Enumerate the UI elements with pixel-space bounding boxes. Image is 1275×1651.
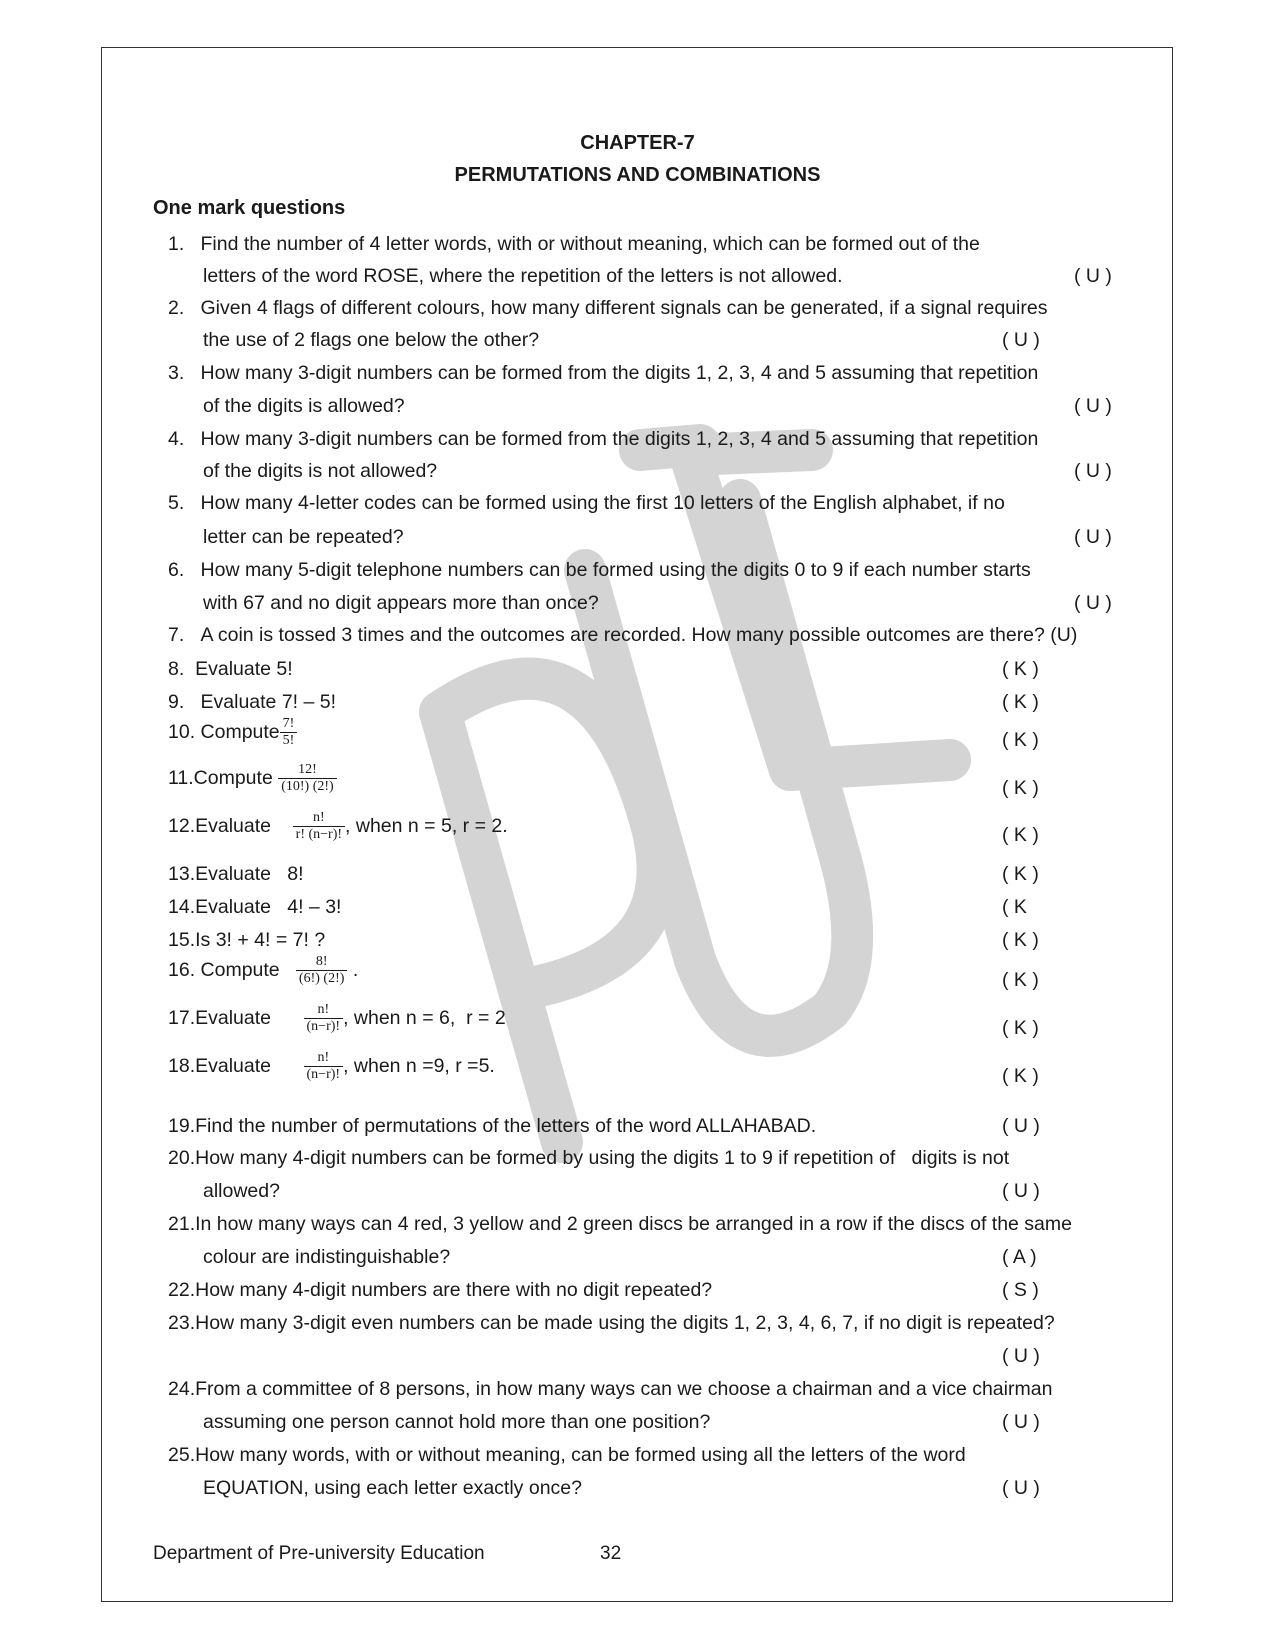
question-16-text: 16. Compute [168,959,280,981]
question-1-line-2: letters of the word ROSE, where the repetition of the letters is not allowed. [203,265,843,287]
question-15-tag: ( K ) [1002,929,1039,951]
question-9-line-1: 9. Evaluate 7! – 5! [168,691,337,713]
question-19-line-1: 19.Find the number of permutations of the letters of the word ALLAHABAD. [168,1115,817,1137]
question-10-denominator: 5! [282,733,295,749]
question-4-line-2: of the digits is not allowed? [203,460,438,482]
question-11-numerator: 12! [278,762,336,779]
question-16-fraction [296,954,347,987]
section-heading: One mark questions [153,197,346,219]
question-1-tag: ( U ) [1074,265,1112,287]
question-8-line-1: 8. Evaluate 5! [168,658,293,680]
question-4-line-1: 4. How many 3-digit numbers can be formed from the digits 1, 2, 3, 4 and 5 assuming that repetition [168,428,1039,450]
chapter-number: CHAPTER-7 [580,132,695,154]
question-18-denominator: (n−r)! [306,1067,341,1083]
question-16-denominator: (6!) (2!) [298,971,345,987]
question-18-tag: ( K ) [1002,1065,1039,1087]
question-18-line-1 [168,1046,495,1086]
question-10-line-1 [168,712,297,752]
question-23-line-1: 23.How many 3-digit even numbers can be made using the digits 1, 2, 3, 4, 6, 7, if no digit is repeated? [168,1312,1055,1334]
question-25-tag: ( U ) [1002,1477,1040,1499]
question-17-condition: , when n = 6, r = 2 [343,1007,506,1029]
question-12-line-1 [168,806,508,846]
question-17-text: 17.Evaluate [168,1007,271,1029]
question-25-line-2: EQUATION, using each letter exactly once? [203,1477,582,1499]
question-3-line-1: 3. How many 3-digit numbers can be formed from the digits 1, 2, 3, 4 and 5 assuming that repetition [168,362,1039,384]
question-10-text: 10. Compute [168,721,280,743]
question-7-line-1: 7. A coin is tossed 3 times and the outcomes are recorded. How many possible outcomes are there? (U) [168,624,1078,646]
question-23-tag: ( U ) [1002,1345,1040,1367]
question-11-fraction [278,762,336,795]
question-25-line-1: 25.How many words, with or without meaning, can be formed using all the letters of the word [168,1444,966,1466]
question-10-numerator: 7! [280,716,298,733]
question-11-text: 11.Compute [168,767,273,789]
question-21-line-1: 21.In how many ways can 4 red, 3 yellow and 2 green discs be arranged in a row if the discs of the same [168,1213,1072,1235]
question-10-tag: ( K ) [1002,729,1039,751]
question-6-tag: ( U ) [1074,592,1112,614]
question-5-tag: ( U ) [1074,526,1112,548]
question-16-line-1 [168,950,358,990]
question-5-line-2: letter can be repeated? [203,526,404,548]
question-16-numerator: 8! [296,954,347,971]
question-22-tag: ( S ) [1002,1279,1039,1301]
question-20-line-2: allowed? [203,1180,280,1202]
question-16-tag: ( K ) [1002,969,1039,991]
question-13-line-1: 13.Evaluate 8! [168,863,304,885]
question-17-tag: ( K ) [1002,1017,1039,1039]
question-21-tag: ( A ) [1002,1246,1037,1268]
question-4-tag: ( U ) [1074,460,1112,482]
question-24-tag: ( U ) [1002,1411,1040,1433]
footer-department: Department of Pre-university Education [153,1543,485,1564]
question-20-tag: ( U ) [1002,1180,1040,1202]
question-12-text: 12.Evaluate [168,815,271,837]
question-17-denominator: (n−r)! [306,1019,341,1035]
question-11-line-1 [168,758,337,798]
question-18-numerator: n! [304,1050,344,1067]
question-3-line-2: of the digits is allowed? [203,395,405,417]
question-14-tag: ( K [1002,896,1027,918]
question-2-line-2: the use of 2 flags one below the other? [203,329,540,351]
page-number: 32 [600,1543,622,1564]
question-10-fraction [280,716,298,749]
question-24-line-2: assuming one person cannot hold more than one position? [203,1411,711,1433]
question-17-numerator: n! [304,1002,344,1019]
question-2-tag: ( U ) [1002,329,1040,351]
question-3-tag: ( U ) [1074,395,1112,417]
question-18-condition: , when n =9, r =5. [343,1055,495,1077]
question-12-numerator: n! [293,810,345,827]
question-20-line-1: 20.How many 4-digit numbers can be formed by using the digits 1 to 9 if repetition of digits is not [168,1147,1010,1169]
question-17-fraction [304,1002,344,1035]
question-14-line-1: 14.Evaluate 4! – 3! [168,896,342,918]
question-12-fraction [293,810,345,843]
question-1-line-1: 1. Find the number of 4 letter words, with or without meaning, which can be formed out of the [168,233,980,255]
question-11-tag: ( K ) [1002,777,1039,799]
question-15-line-1: 15.Is 3! + 4! = 7! ? [168,929,326,951]
question-13-tag: ( K ) [1002,863,1039,885]
question-12-tag: ( K ) [1002,824,1039,846]
question-12-denominator: r! (n−r)! [295,827,343,843]
question-21-line-2: colour are indistinguishable? [203,1246,451,1268]
question-16-period: . [347,959,359,981]
question-22-line-1: 22.How many 4-digit numbers are there with no digit repeated? [168,1279,713,1301]
question-17-line-1 [168,998,506,1038]
question-12-condition: , when n = 5, r = 2. [345,815,508,837]
question-8-tag: ( K ) [1002,658,1039,680]
question-18-fraction [304,1050,344,1083]
question-11-denominator: (10!) (2!) [281,779,334,795]
question-6-line-2: with 67 and no digit appears more than once? [203,592,599,614]
question-24-line-1: 24.From a committee of 8 persons, in how many ways can we choose a chairman and a vice chairman [168,1378,1053,1400]
question-18-text: 18.Evaluate [168,1055,271,1077]
question-2-line-1: 2. Given 4 flags of different colours, how many different signals can be generated, if a signal requires [168,297,1048,319]
question-5-line-1: 5. How many 4-letter codes can be formed using the first 10 letters of the English alphabet, if no [168,492,1005,514]
chapter-title: PERMUTATIONS AND COMBINATIONS [454,164,821,186]
question-6-line-1: 6. How many 5-digit telephone numbers can be formed using the digits 0 to 9 if each number starts [168,559,1031,581]
question-19-tag: ( U ) [1002,1115,1040,1137]
question-9-tag: ( K ) [1002,691,1039,713]
